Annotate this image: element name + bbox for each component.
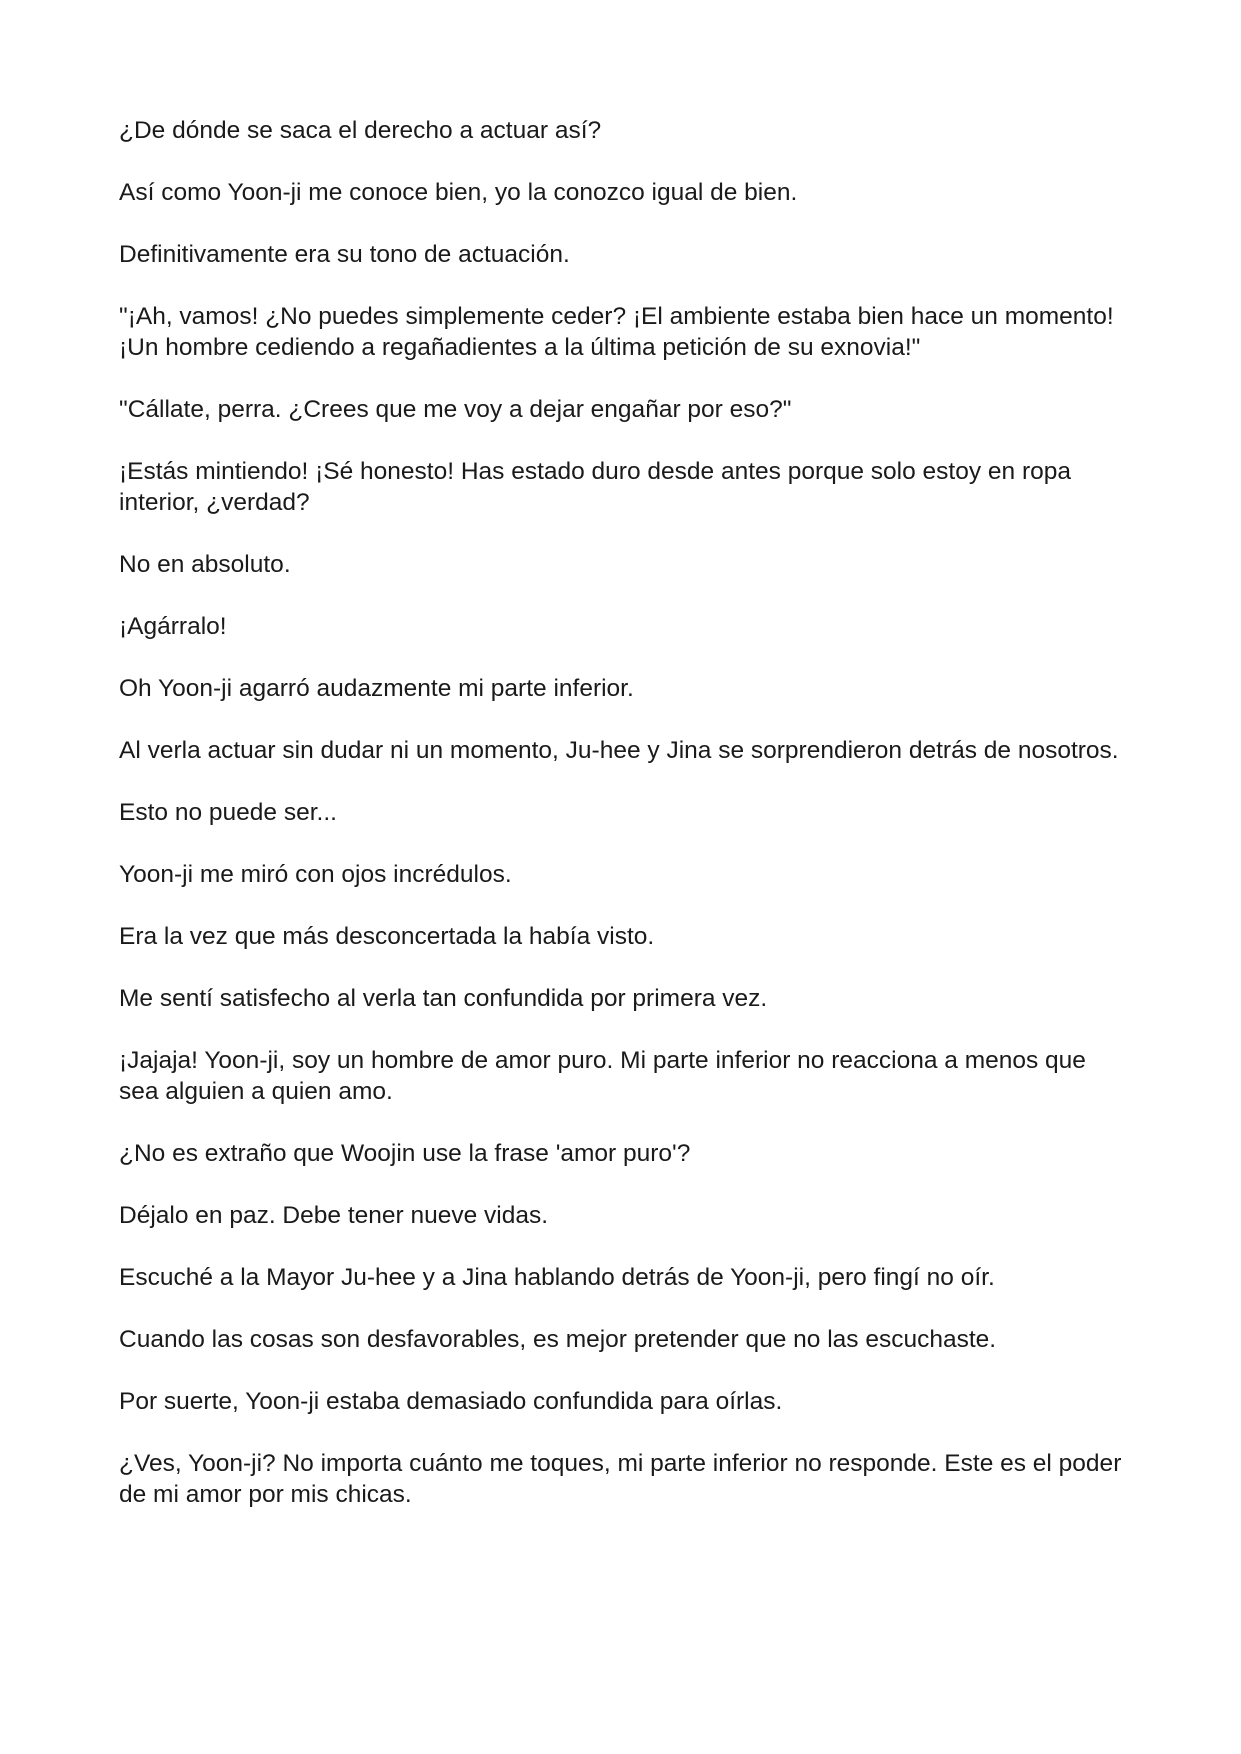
paragraph: ¿Ves, Yoon-ji? No importa cuánto me toques, mi parte inferior no responde. Este es el poder de mi amor por mis chicas. <box>119 1450 1122 1508</box>
paragraph: Definitivamente era su tono de actuación. <box>119 241 570 268</box>
paragraph: "¡Ah, vamos! ¿No puedes simplemente ceder? ¡El ambiente estaba bien hace un momento! ¡Un hombre cediendo a regañadientes a la última petición de su exnovia!" <box>119 303 1114 361</box>
paragraph: Yoon-ji me miró con ojos incrédulos. <box>119 861 512 888</box>
paragraph: ¿De dónde se saca el derecho a actuar así? <box>119 117 602 144</box>
paragraph: Era la vez que más desconcertada la había visto. <box>119 923 655 950</box>
paragraph: Esto no puede ser... <box>119 799 337 826</box>
paragraph: Escuché a la Mayor Ju-hee y a Jina hablando detrás de Yoon-ji, pero fingí no oír. <box>119 1264 995 1291</box>
paragraph: ¡Estás mintiendo! ¡Sé honesto! Has estado duro desde antes porque solo estoy en ropa interior, ¿verdad? <box>119 458 1072 516</box>
paragraph: Déjalo en paz. Debe tener nueve vidas. <box>119 1202 549 1229</box>
paragraph: No en absoluto. <box>119 551 291 578</box>
paragraph: Así como Yoon-ji me conoce bien, yo la conozco igual de bien. <box>119 179 798 206</box>
paragraph: Al verla actuar sin dudar ni un momento, Ju-hee y Jina se sorprendieron detrás de nosotros. <box>119 737 1119 764</box>
document-page <box>119 115 1129 1541</box>
paragraph: Oh Yoon-ji agarró audazmente mi parte inferior. <box>119 675 634 702</box>
paragraph: Me sentí satisfecho al verla tan confundida por primera vez. <box>119 985 768 1012</box>
paragraph: Cuando las cosas son desfavorables, es mejor pretender que no las escuchaste. <box>119 1326 997 1353</box>
paragraph: "Cállate, perra. ¿Crees que me voy a dejar engañar por eso?" <box>119 396 792 423</box>
paragraph: ¿No es extraño que Woojin use la frase 'amor puro'? <box>119 1140 691 1167</box>
paragraph: ¡Jajaja! Yoon-ji, soy un hombre de amor puro. Mi parte inferior no reacciona a menos que sea alguien a quien amo. <box>119 1047 1086 1105</box>
paragraph: ¡Agárralo! <box>119 613 227 640</box>
paragraph: Por suerte, Yoon-ji estaba demasiado confundida para oírlas. <box>119 1388 783 1415</box>
